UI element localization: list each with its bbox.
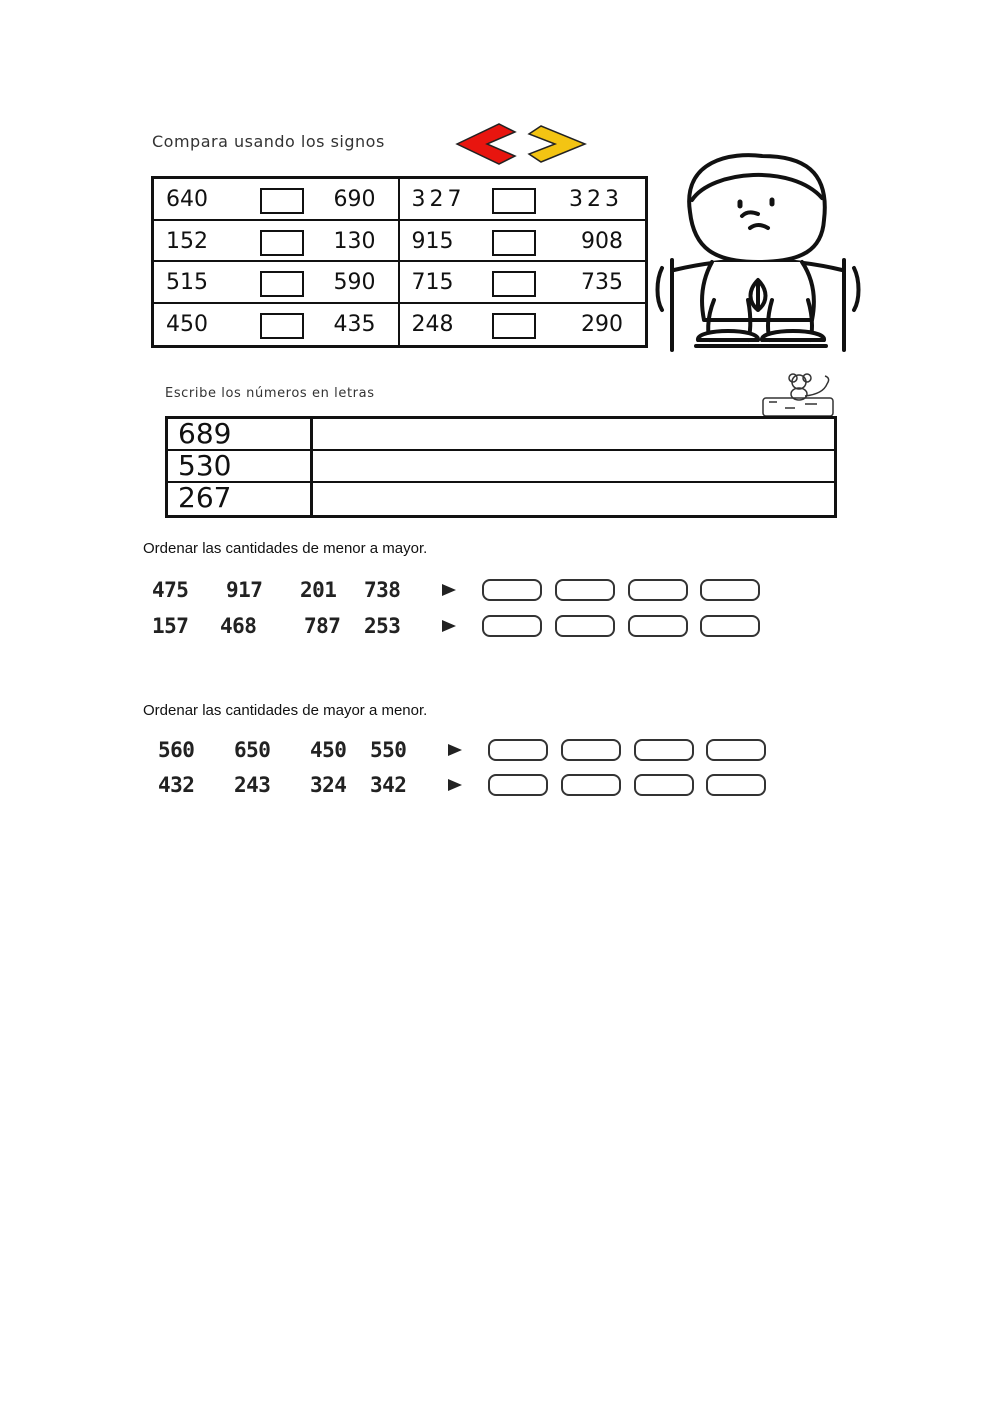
sign-answer-box[interactable] [492, 230, 536, 256]
order-number: 650 [234, 738, 271, 762]
order-answer-slot[interactable] [561, 739, 621, 761]
sign-answer-box[interactable] [260, 313, 304, 339]
sign-answer-box[interactable] [260, 271, 304, 297]
order-answer-slot[interactable] [482, 579, 542, 601]
compare-number: 435 [333, 311, 376, 337]
order-number: 468 [220, 614, 257, 638]
order-asc-title: Ordenar las cantidades de menor a mayor. [143, 540, 428, 557]
order-answer-slot[interactable] [700, 579, 760, 601]
order-desc-row [158, 738, 778, 768]
order-number: 560 [158, 738, 195, 762]
compare-number: 450 [166, 311, 208, 337]
child-wheelchair-illustration-icon [652, 150, 864, 360]
compare-cell [400, 179, 646, 221]
order-number: 253 [364, 614, 401, 638]
compare-title: Compara usando los signos [152, 132, 385, 151]
order-number: 157 [152, 614, 189, 638]
compare-number: 908 [581, 228, 623, 254]
compare-cell [154, 262, 400, 304]
sign-answer-box[interactable] [260, 230, 304, 256]
compare-number: 323 [569, 187, 623, 212]
write-answer-field[interactable] [313, 419, 834, 451]
order-answer-slot[interactable] [488, 739, 548, 761]
compare-number: 590 [333, 270, 376, 295]
write-table [165, 416, 837, 518]
compare-cell [400, 262, 646, 304]
compare-number: 715 [411, 270, 454, 295]
order-desc-title: Ordenar las cantidades de mayor a menor. [143, 702, 428, 719]
order-answer-slot[interactable] [634, 774, 694, 796]
order-number: 432 [158, 773, 195, 797]
order-answer-slot[interactable] [706, 774, 766, 796]
compare-number: 735 [581, 270, 623, 295]
compare-cell [154, 179, 400, 221]
arrow-right-icon [448, 779, 462, 791]
sign-answer-box[interactable] [492, 313, 536, 339]
order-number: 450 [310, 738, 347, 762]
compare-cell [154, 304, 400, 346]
order-number: 324 [310, 773, 347, 797]
order-answer-slot[interactable] [706, 739, 766, 761]
compare-cell [154, 221, 400, 263]
order-number: 201 [300, 578, 337, 602]
sign-answer-box[interactable] [492, 271, 536, 297]
comparison-signs-icon [455, 118, 595, 168]
order-answer-slot[interactable] [628, 615, 688, 637]
sign-answer-box[interactable] [260, 188, 304, 214]
order-number: 917 [226, 578, 263, 602]
order-number: 738 [364, 578, 401, 602]
order-answer-slot[interactable] [634, 739, 694, 761]
compare-number: 915 [411, 228, 454, 254]
compare-number: 515 [166, 270, 208, 295]
arrow-right-icon [448, 744, 462, 756]
write-answer-field[interactable] [313, 451, 834, 483]
order-number: 243 [234, 773, 271, 797]
compare-number: 327 [411, 187, 466, 212]
order-answer-slot[interactable] [555, 579, 615, 601]
compare-table [151, 176, 648, 348]
order-number: 787 [304, 614, 341, 638]
order-number: 475 [152, 578, 189, 602]
order-number: 550 [370, 738, 407, 762]
order-desc-row [158, 773, 778, 803]
compare-number: 152 [166, 228, 208, 254]
order-number: 342 [370, 773, 407, 797]
compare-number: 690 [333, 187, 376, 212]
sign-answer-box[interactable] [492, 188, 536, 214]
order-answer-slot[interactable] [482, 615, 542, 637]
mouse-illustration-icon [755, 372, 839, 418]
compare-cell [400, 221, 646, 263]
arrow-right-icon [442, 584, 456, 596]
compare-number: 290 [581, 311, 623, 337]
write-answer-field[interactable] [313, 483, 834, 515]
order-answer-slot[interactable] [628, 579, 688, 601]
write-number: 530 [168, 451, 313, 483]
compare-number: 248 [411, 311, 454, 337]
compare-number: 640 [166, 187, 208, 212]
write-number: 267 [168, 483, 313, 515]
arrow-right-icon [442, 620, 456, 632]
order-asc-row [152, 614, 772, 644]
compare-cell [400, 304, 646, 346]
write-number: 689 [168, 419, 313, 451]
write-title: Escribe los números en letras [165, 386, 375, 401]
order-answer-slot[interactable] [561, 774, 621, 796]
order-asc-row [152, 578, 772, 608]
order-answer-slot[interactable] [700, 615, 760, 637]
order-answer-slot[interactable] [488, 774, 548, 796]
order-answer-slot[interactable] [555, 615, 615, 637]
compare-number: 130 [333, 228, 376, 254]
